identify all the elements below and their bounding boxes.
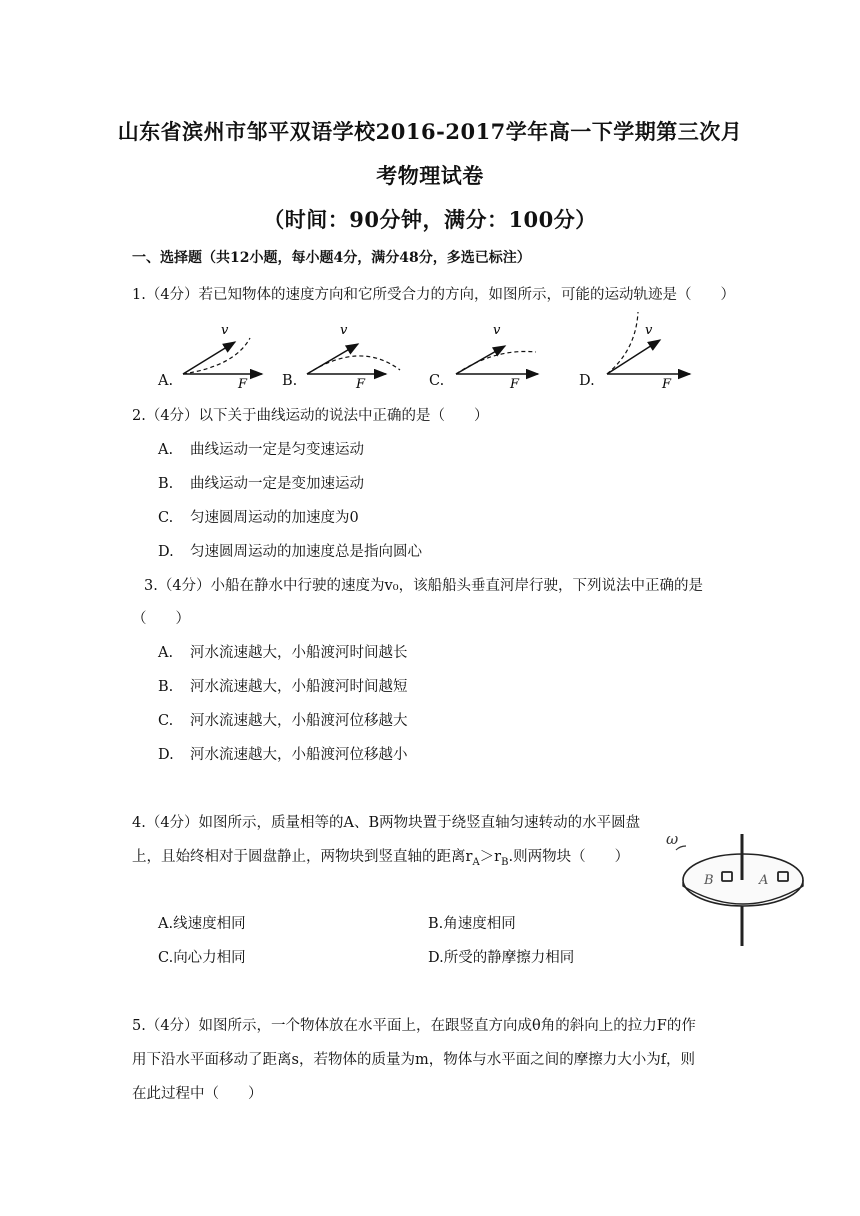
q2-option-a: A. 曲线运动一定是匀变速运动 <box>158 442 364 458</box>
question-4-stem-line2: 上，且始终相对于圆盘静止，两物块到竖直轴的距离$r_A>r_B$.则两物块（ ） <box>132 849 630 868</box>
q3-option-d: D. 河水流速越大，小船渡河位移越小 <box>158 747 408 763</box>
exam-title-line2: 考物理试卷 <box>376 163 484 188</box>
q1-d-v-label: v <box>645 323 653 338</box>
q1-a-f-label: F <box>238 377 248 390</box>
q3-option-b: B. 河水流速越大，小船渡河时间越短 <box>158 679 408 695</box>
q1-figure-d <box>607 312 690 390</box>
q1-figure-a <box>183 323 262 390</box>
q1-option-c-label: C. <box>429 373 445 389</box>
q1-d-f-label: F <box>662 377 672 390</box>
q4-label-b: B <box>704 873 714 888</box>
q4-option-b: B.角速度相同 <box>428 916 516 932</box>
q1-b-f-label: F <box>356 377 366 390</box>
q4-disk-figure <box>660 826 830 950</box>
q1-option-d-label: D. <box>579 373 595 389</box>
q4-option-d: D.所受的静摩擦力相同 <box>428 950 575 966</box>
q2-option-b: B. 曲线运动一定是变加速运动 <box>158 476 364 492</box>
question-2-stem: 2.（4分）以下关于曲线运动的说法中正确的是（ ） <box>132 408 489 424</box>
q2-option-d: D. 匀速圆周运动的加速度总是指向圆心 <box>158 544 422 560</box>
q3-option-a: A. 河水流速越大，小船渡河时间越长 <box>158 645 408 661</box>
section-heading: 一、选择题（共12小题，每小题4分，满分48分，多选已标注） <box>132 250 531 266</box>
q4-option-c: C.向心力相同 <box>158 950 246 966</box>
q4-option-a: A.线速度相同 <box>158 916 246 932</box>
question-5-stem-line3: 在此过程中（ ） <box>132 1086 263 1102</box>
q2-option-c: C. 匀速圆周运动的加速度为0 <box>158 510 359 526</box>
q1-figure-b <box>307 323 400 390</box>
question-5-stem-line2: 用下沿水平面移动了距离s，若物体的质量为m，物体与水平面之间的摩擦力大小为f，则 <box>132 1052 696 1068</box>
q1-a-v-label: v <box>221 323 229 338</box>
q4-label-a: A <box>759 873 769 888</box>
q4-omega-label: ω <box>666 830 679 848</box>
question-5-stem-line1: 5.（4分）如图所示，一个物体放在水平面上，在跟竖直方向成θ角的斜向上的拉力F的作 <box>132 1018 696 1034</box>
q1-option-a-label: A. <box>158 373 174 389</box>
question-1-stem: 1.（4分）若已知物体的速度方向和它所受合力的方向，如图所示，可能的运动轨迹是（ ） <box>132 287 736 303</box>
q1-b-v-label: v <box>340 323 348 338</box>
q1-figures <box>0 310 860 390</box>
q1-c-f-label: F <box>510 377 520 390</box>
question-3-stem-line2: （ ） <box>132 611 190 627</box>
exam-title-line1: 山东省滨州市邹平双语学校2016-2017学年高一下学期第三次月 <box>117 119 743 144</box>
exam-time-info: （时间：90分钟，满分：100分） <box>263 207 597 232</box>
question-4-stem-line1: 4.（4分）如图所示，质量相等的A、B两物块置于绕竖直轴匀速转动的水平圆盘 <box>132 815 641 831</box>
q1-figure-c <box>456 323 538 390</box>
question-3-stem-line1: 3.（4分）小船在静水中行驶的速度为v₀，该船船头垂直河岸行驶，下列说法中正确的是 <box>144 578 704 594</box>
q3-option-c: C. 河水流速越大，小船渡河位移越大 <box>158 713 408 729</box>
q1-c-v-label: v <box>493 323 501 338</box>
q1-option-b-label: B. <box>282 373 298 389</box>
